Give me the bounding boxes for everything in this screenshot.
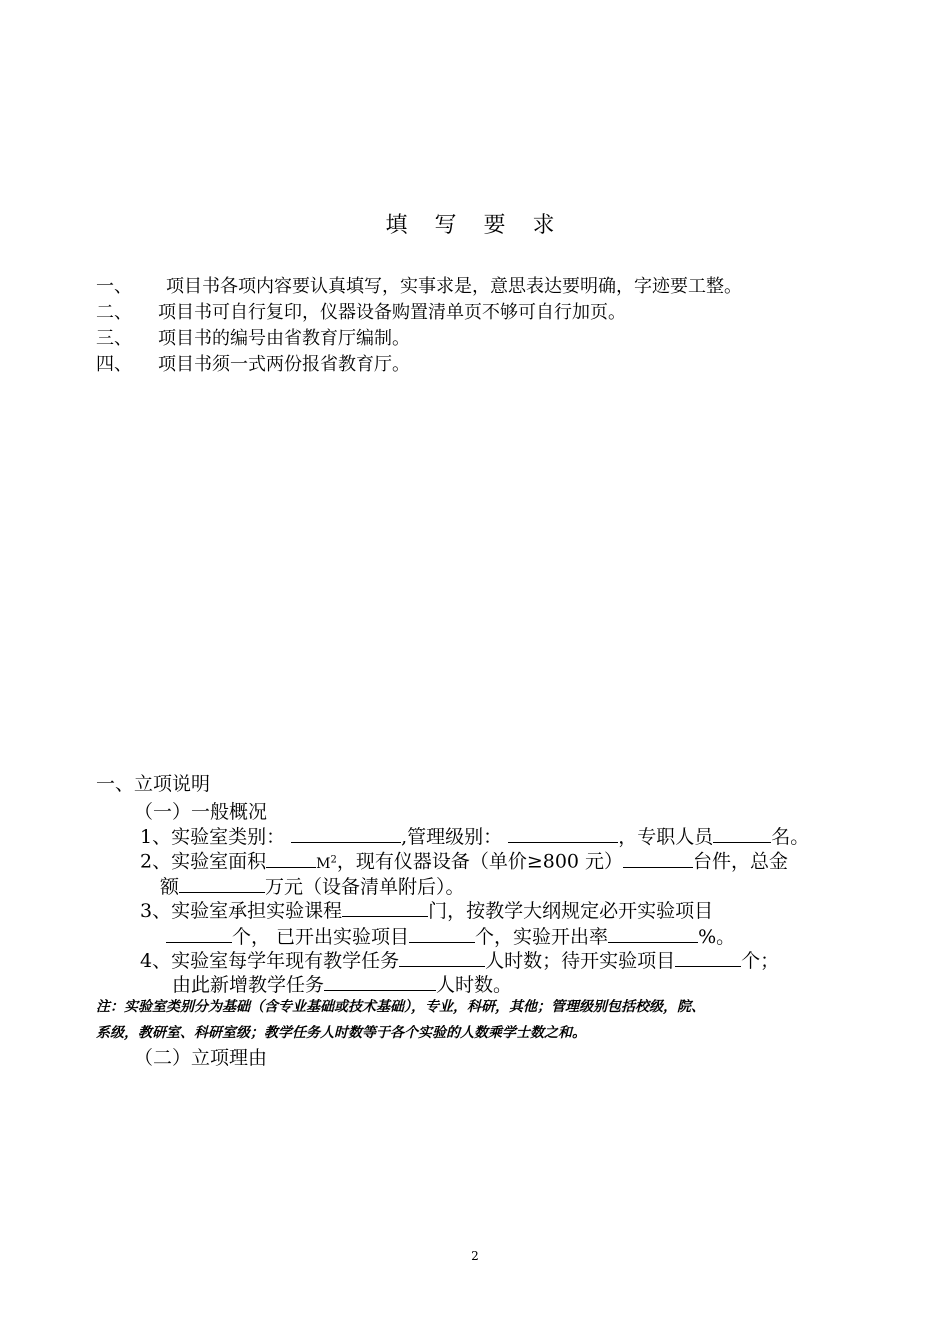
note-line-1: 注：实验室类别分为基础（含专业基础或技术基础），专业，科研，其他；管理级别包括校级，院、 [96,999,705,1015]
staff-label: ，专职人员 [618,826,714,848]
management-level-label: ,管理级别： [401,826,503,848]
requirement-item-1 [96,274,742,300]
opened-experiments-label: 个， 已开出实验项目 [232,926,410,948]
page-title: 填 写 要 求 [385,213,565,238]
note-line-2: 系级，教研室、科研室级；教学任务人时数等于各个实验的人数乘学士数之和。 [96,1025,586,1041]
requirement-text: 项目书的编号由省教育厅编制。 [158,328,410,349]
percent-sign: %。 [698,926,736,948]
requirement-text: 项目书各项内容要认真填写，实事求是，意思表达要明确，字迹要工整。 [166,276,742,297]
area-unit-sup: 2 [330,854,337,865]
requirement-item-2 [96,300,626,326]
item-3-line [140,896,713,925]
hours-unit: 人时数。 [436,974,513,996]
item-2-label: 2、实验室面积 [140,850,267,873]
open-rate-blank[interactable] [608,922,698,943]
pending-experiments-blank[interactable] [675,946,741,967]
required-experiments-blank[interactable] [166,922,232,943]
open-rate-label: 个，实验开出率 [475,926,609,948]
equipment-count-blank[interactable] [623,847,693,868]
new-teaching-label: 由此新增教学任务 [172,974,325,996]
staff-unit: 名。 [771,826,810,848]
equipment-label: ，现有仪器设备（单价≥800 元） [336,850,624,873]
item-4-label: 4、实验室每学年现有教学任务 [140,950,400,972]
requirement-text: 项目书可自行复印，仪器设备购置清单页不够可自行加页。 [158,302,626,323]
item-3-label: 3、实验室承担实验课程 [140,900,343,922]
equipment-unit: 台件，总金 [693,850,789,873]
area-unit: M [316,855,331,872]
required-experiments-label: 门，按教学大纲规定必开实验项目 [428,900,714,922]
course-count-blank[interactable] [342,896,428,917]
item-1-label: 1、实验室类别： [140,826,286,848]
requirement-number: 四、 [96,354,132,375]
total-amount-blank[interactable] [179,872,265,893]
management-level-blank[interactable] [508,822,618,843]
requirement-text: 项目书须一式两份报省教育厅。 [158,354,410,375]
page-number: 2 [471,1249,479,1263]
requirement-number: 三、 [96,328,132,349]
subsection-reason: （二）立项理由 [134,1047,268,1069]
amount-unit: 万元（设备清单附后）。 [265,876,465,898]
subsection-general: （一）一般概况 [134,801,268,823]
pending-unit: 个； [741,950,780,972]
requirement-number: 二、 [96,302,132,323]
pending-experiments-label: 人时数；待开实验项目 [485,950,676,972]
teaching-hours-blank[interactable] [399,946,485,967]
requirement-number: 一、 [96,276,132,297]
opened-experiments-blank[interactable] [409,922,475,943]
lab-category-blank[interactable] [291,822,401,843]
lab-area-blank[interactable] [266,847,316,868]
requirement-item-4 [96,352,410,378]
requirement-item-3 [96,326,410,352]
new-teaching-hours-blank[interactable] [324,970,436,991]
staff-count-blank[interactable] [713,822,771,843]
section-heading: 一、立项说明 [96,773,211,795]
total-amount-label: 额 [160,876,180,898]
